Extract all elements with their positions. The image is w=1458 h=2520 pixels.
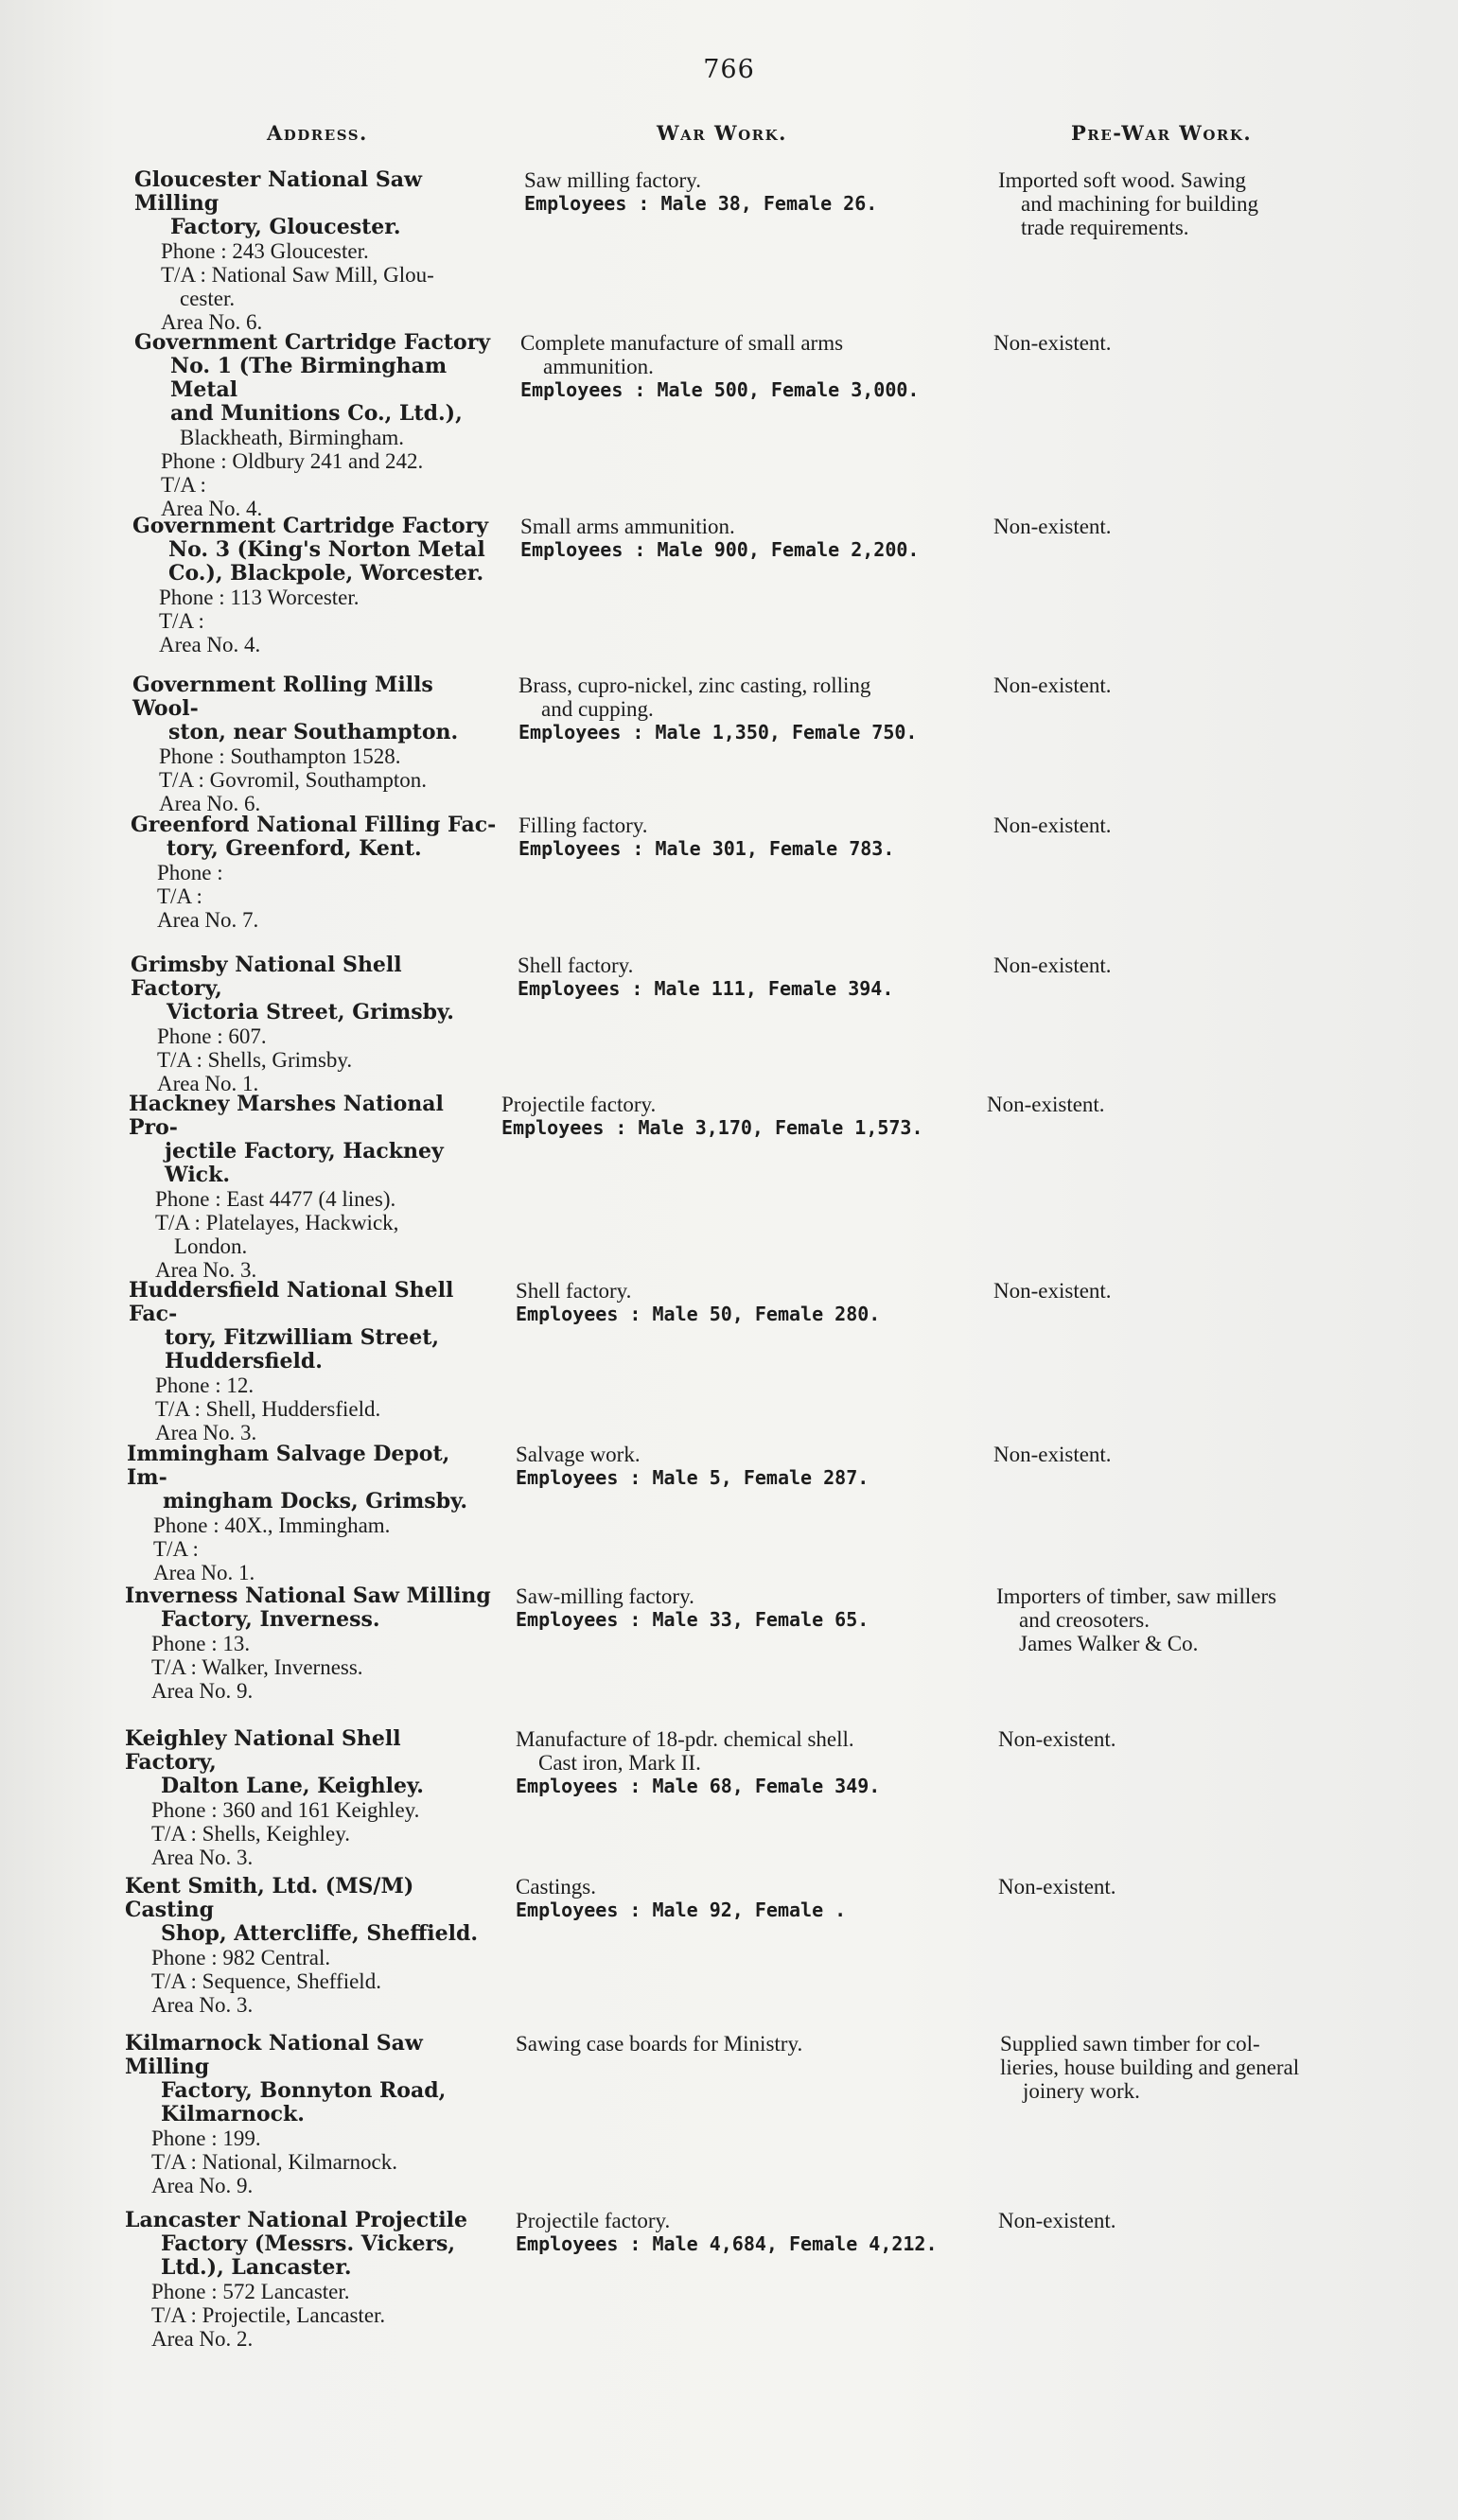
address-line: Kilmarnock National Saw Milling (125, 2031, 423, 2079)
pre-war-work-line: Non-existent. (993, 1443, 1112, 1466)
address-line: No. 1 (The Birmingham Metal (170, 354, 448, 402)
address-line: Phone : 12. (155, 1374, 255, 1397)
employees-line: Employees : Male 1,350, Female 750. (518, 721, 918, 744)
address-line: T/A : Shell, Huddersfield. (155, 1397, 381, 1421)
entry-war-work (516, 1875, 979, 1922)
entry-pre-war-work (1000, 2032, 1397, 2103)
entry-war-work (516, 2032, 979, 2056)
address-line: T/A : National, Kilmarnock. (151, 2150, 397, 2174)
address-line: T/A : Walker, Inverness. (151, 1655, 363, 1679)
address-line: Phone : 607. (157, 1024, 267, 1048)
pre-war-work-line: Non-existent. (993, 674, 1112, 697)
entry-war-work (516, 1279, 979, 1326)
address-line: Co.), Blackpole, Worcester. (168, 561, 484, 586)
employees-line: Employees : Male 68, Female 349. (516, 1775, 881, 1797)
address-line: Huddersfield National Shell Fac- (129, 1278, 454, 1326)
address-line: T/A : Shells, Keighley. (151, 1822, 350, 1846)
war-work-line: Shell factory. (518, 954, 634, 977)
pre-war-work-line: Non-existent. (993, 954, 1112, 977)
war-work-line: Sawing case boards for Ministry. (516, 2032, 803, 2056)
address-line: T/A : Govromil, Southampton. (159, 768, 428, 792)
war-work-line: ammunition. (543, 355, 654, 378)
address-line: tory, Fitzwilliam Street, (165, 1325, 440, 1350)
address-line: Area No. 3. (155, 1421, 257, 1444)
entry-pre-war-work (998, 168, 1396, 239)
address-line: T/A : Platelayes, Hackwick, (155, 1211, 399, 1234)
header-pre-war-work: Pre-War Work. (1071, 121, 1253, 145)
entry-address (132, 674, 501, 815)
address-line: Blackheath, Birmingham. (180, 426, 404, 449)
address-line: Area No. 3. (151, 1846, 254, 1869)
war-work-line: Castings. (516, 1875, 596, 1899)
address-line: Kilmarnock. (161, 2102, 305, 2126)
pre-war-work-line: joinery work. (1023, 2079, 1140, 2103)
entry-pre-war-work (993, 1279, 1391, 1303)
entry-war-work (520, 515, 984, 562)
pre-war-work-line: Non-existent. (998, 1727, 1116, 1751)
address-line: London. (174, 1234, 248, 1258)
war-work-line: and cupping. (541, 697, 654, 721)
entry-war-work (516, 1443, 979, 1490)
address-line: Victoria Street, Grimsby. (167, 1000, 454, 1024)
employees-line: Employees : Male 900, Female 2,200. (520, 538, 920, 561)
address-line: Phone : 982 Central. (151, 1946, 331, 1969)
address-line: Phone : 243 Gloucester. (161, 239, 369, 263)
address-line: Phone : 199. (151, 2126, 261, 2150)
address-line: Factory, Bonnyton Road, (161, 2078, 447, 2103)
employees-line: Employees : Male 38, Female 26. (524, 192, 878, 215)
address-line: Area No. 6. (159, 792, 261, 815)
address-line: Government Rolling Mills Wool- (132, 673, 433, 721)
entry-address (127, 1443, 496, 1584)
entry-pre-war-work (998, 1727, 1396, 1751)
page-number: 766 (703, 55, 755, 84)
pre-war-work-line: Non-existent. (993, 814, 1112, 837)
pre-war-work-line: Non-existent. (987, 1093, 1105, 1116)
pre-war-work-line: Non-existent. (993, 1279, 1112, 1303)
address-line: Gloucester National Saw Milling (134, 167, 422, 216)
war-work-line: Manufacture of 18-pdr. chemical shell. (516, 1727, 854, 1751)
pre-war-work-line: Non-existent. (998, 2209, 1116, 2232)
entry-pre-war-work (993, 814, 1391, 837)
entry-address (131, 954, 500, 1095)
entry-war-work (520, 331, 984, 402)
address-line: Area No. 6. (161, 310, 263, 334)
war-work-line: Saw-milling factory. (516, 1584, 694, 1608)
pre-war-work-line: Supplied sawn timber for col- (1000, 2032, 1260, 2056)
entry-pre-war-work (998, 2209, 1396, 2232)
employees-line: Employees : Male 92, Female . (516, 1899, 847, 1921)
entry-address (131, 814, 500, 932)
address-line: Area No. 9. (151, 2174, 254, 2197)
employees-line: Employees : Male 33, Female 65. (516, 1608, 870, 1631)
entry-address (125, 1584, 494, 1703)
header-address: Address. (267, 121, 368, 145)
pre-war-work-line: lieries, house building and general (1000, 2056, 1300, 2079)
address-line: Phone : East 4477 (4 lines). (155, 1187, 396, 1211)
entry-war-work (518, 814, 982, 861)
entry-address (125, 1875, 494, 2017)
address-line: No. 3 (King's Norton Metal (168, 537, 485, 562)
address-line: Grimsby National Shell Factory, (131, 953, 402, 1001)
address-line: T/A : (153, 1537, 199, 1561)
entry-war-work (516, 1584, 979, 1632)
header-war-work: War Work. (657, 121, 787, 145)
address-line: Phone : (157, 861, 223, 884)
address-line: Factory (Messrs. Vickers, (161, 2231, 456, 2256)
entry-pre-war-work (996, 1584, 1394, 1655)
war-work-line: Cast iron, Mark II. (538, 1751, 701, 1775)
entry-pre-war-work (993, 954, 1391, 977)
address-line: cester. (180, 287, 236, 310)
pre-war-work-line: James Walker & Co. (1019, 1632, 1199, 1655)
address-line: T/A : Shells, Grimsby. (157, 1048, 353, 1072)
address-line: Phone : Southampton 1528. (159, 744, 401, 768)
address-line: Phone : 40X., Immingham. (153, 1514, 391, 1537)
pre-war-work-line: Non-existent. (993, 515, 1112, 538)
employees-line: Employees : Male 4,684, Female 4,212. (516, 2232, 938, 2255)
address-line: Area No. 4. (159, 633, 261, 656)
address-line: Phone : 360 and 161 Keighley. (151, 1798, 420, 1822)
address-line: Factory, Inverness. (161, 1607, 380, 1632)
entry-war-work (524, 168, 988, 216)
address-line: Lancaster National Projectile (125, 2208, 468, 2232)
entry-address (132, 515, 501, 656)
address-line: Area No. 7. (157, 908, 259, 932)
address-line: T/A : (159, 609, 204, 633)
employees-line: Employees : Male 5, Female 287. (516, 1466, 870, 1489)
war-work-line: Salvage work. (516, 1443, 641, 1466)
war-work-line: Shell factory. (516, 1279, 632, 1303)
address-line: Shop, Attercliffe, Sheffield. (161, 1921, 479, 1946)
employees-line: Employees : Male 500, Female 3,000. (520, 378, 920, 401)
address-line: Factory, Gloucester. (170, 215, 401, 239)
address-line: T/A : (157, 884, 202, 908)
address-line: Phone : 572 Lancaster. (151, 2280, 350, 2303)
entry-war-work (516, 2209, 979, 2256)
employees-line: Employees : Male 50, Female 280. (516, 1303, 881, 1325)
address-line: jectile Factory, Hackney (165, 1139, 444, 1164)
pre-war-work-line: and machining for building (1021, 192, 1259, 216)
address-line: Area No. 9. (151, 1679, 254, 1703)
entry-pre-war-work (993, 515, 1391, 538)
entry-war-work (518, 954, 981, 1001)
entry-address (125, 2209, 494, 2351)
address-line: Wick. (165, 1163, 230, 1187)
war-work-line: Brass, cupro-nickel, zinc casting, rolling (518, 674, 871, 697)
address-line: and Munitions Co., Ltd.), (170, 401, 463, 426)
address-line: Area No. 3. (155, 1258, 257, 1282)
entry-war-work (516, 1727, 979, 1798)
address-line: Area No. 4. (161, 497, 263, 520)
address-line: Phone : 13. (151, 1632, 251, 1655)
entry-pre-war-work (998, 1875, 1396, 1899)
address-line: Immingham Salvage Depot, Im- (127, 1442, 450, 1490)
entry-pre-war-work (993, 331, 1391, 355)
address-line: Greenford National Filling Fac- (131, 813, 497, 837)
address-line: Area No. 1. (153, 1561, 255, 1584)
address-line: Keighley National Shell Factory, (125, 1726, 401, 1775)
address-line: Area No. 1. (157, 1072, 259, 1095)
address-line: T/A : Projectile, Lancaster. (151, 2303, 386, 2327)
entry-address (125, 1727, 494, 1869)
employees-line: Employees : Male 301, Female 783. (518, 837, 895, 860)
address-line: Government Cartridge Factory (132, 514, 489, 538)
entry-pre-war-work (993, 674, 1391, 697)
pre-war-work-line: Non-existent. (998, 1875, 1116, 1899)
pre-war-work-line: trade requirements. (1021, 216, 1189, 239)
entry-address (134, 168, 503, 334)
war-work-line: Complete manufacture of small arms (520, 331, 844, 355)
war-work-line: Saw milling factory. (524, 168, 701, 192)
war-work-line: Filling factory. (518, 814, 648, 837)
address-line: Government Cartridge Factory (134, 330, 491, 355)
pre-war-work-line: Non-existent. (993, 331, 1112, 355)
entry-war-work (518, 674, 982, 744)
address-line: T/A : Sequence, Sheffield. (151, 1969, 381, 1993)
entry-war-work (501, 1093, 965, 1140)
entry-address (125, 2032, 494, 2197)
address-line: mingham Docks, Grimsby. (163, 1489, 467, 1514)
address-line: tory, Greenford, Kent. (167, 836, 422, 861)
entry-address (134, 331, 503, 520)
address-line: Kent Smith, Ltd. (MS/M) Casting (125, 1874, 414, 1922)
address-line: Phone : Oldbury 241 and 242. (161, 449, 424, 473)
address-line: Area No. 3. (151, 1993, 254, 2017)
address-line: Huddersfield. (165, 1349, 323, 1374)
address-line: T/A : (161, 473, 206, 497)
address-line: Hackney Marshes National Pro- (129, 1092, 444, 1140)
address-line: Ltd.), Lancaster. (161, 2255, 352, 2280)
address-line: ston, near Southampton. (168, 720, 459, 744)
employees-line: Employees : Male 3,170, Female 1,573. (501, 1116, 923, 1139)
entry-pre-war-work (993, 1443, 1391, 1466)
entry-address (129, 1093, 498, 1282)
war-work-line: Small arms ammunition. (520, 515, 735, 538)
address-line: Phone : 113 Worcester. (159, 586, 360, 609)
address-line: T/A : National Saw Mill, Glou- (161, 263, 434, 287)
employees-line: Employees : Male 111, Female 394. (518, 977, 894, 1000)
entry-address (129, 1279, 498, 1444)
pre-war-work-line: and creosoters. (1019, 1608, 1150, 1632)
pre-war-work-line: Importers of timber, saw millers (996, 1584, 1277, 1608)
war-work-line: Projectile factory. (501, 1093, 657, 1116)
entry-pre-war-work (987, 1093, 1384, 1116)
address-line: Dalton Lane, Keighley. (161, 1774, 424, 1798)
pre-war-work-line: Imported soft wood. Sawing (998, 168, 1246, 192)
war-work-line: Projectile factory. (516, 2209, 671, 2232)
address-line: Inverness National Saw Milling (125, 1584, 491, 1608)
address-line: Area No. 2. (151, 2327, 254, 2351)
